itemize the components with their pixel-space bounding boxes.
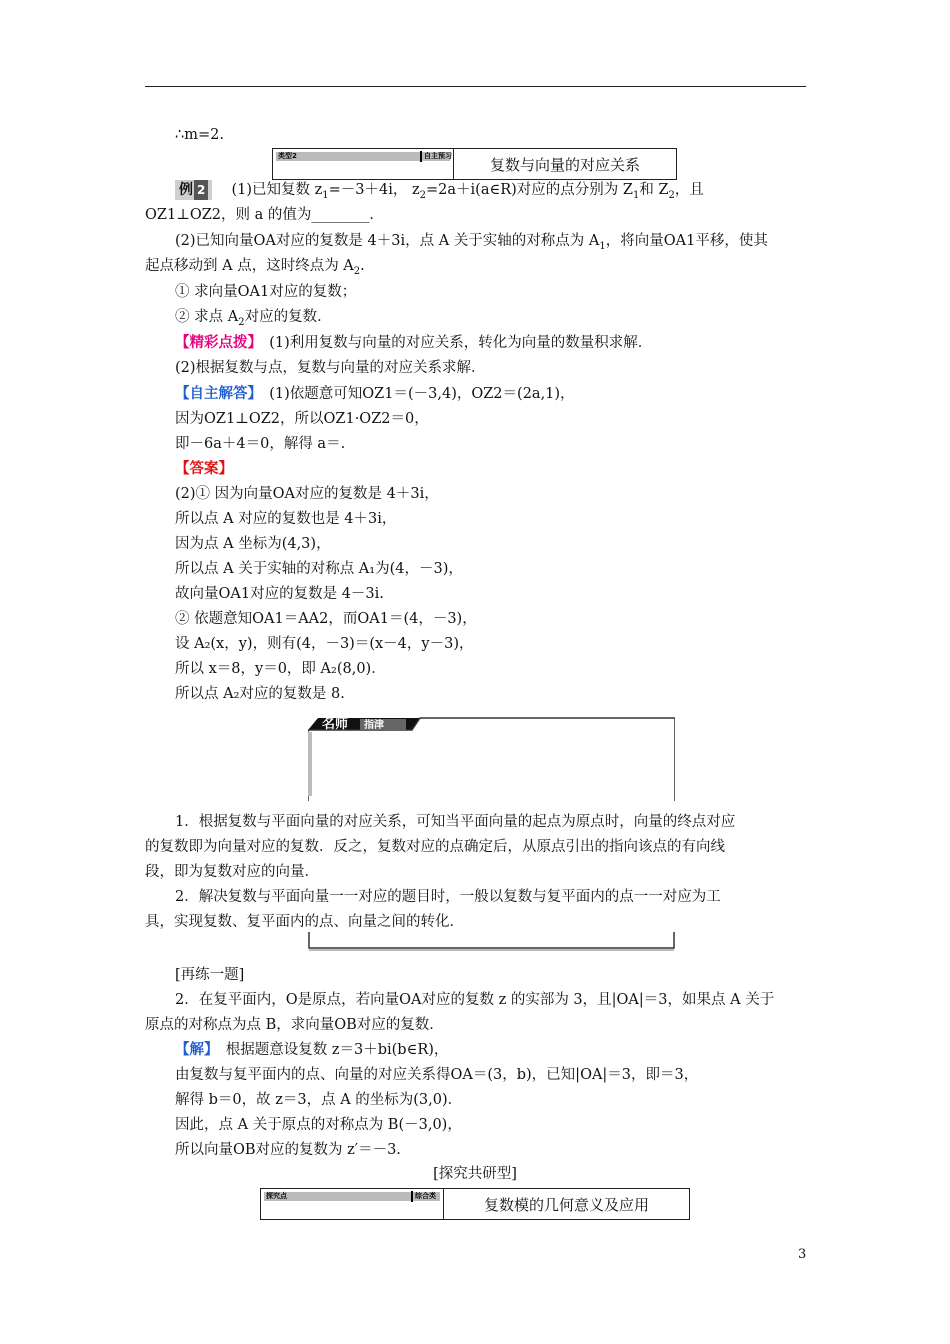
practice-solution-5: 所以向量OB对应的复数为 z′＝－3.	[175, 1142, 401, 1158]
page-number: 3	[798, 1247, 807, 1262]
example-line-2: OZ1⊥OZ2，则 a 的值为________．	[145, 207, 384, 223]
note-line: 1．根据复数与平面向量的对应关系，可知当平面向量的起点为原点时，向量的终点对应	[175, 814, 736, 830]
example-line-4: 起点移动到 A 点，这时终点为 $A_2$.	[145, 258, 365, 277]
example-line-1: 例 2 (1)已知复数 $z_1=-3+4i$， $z_2=2a+i(a\in R)$对应的点分别为 $Z_1$和 $Z_2$，且	[175, 180, 704, 206]
sol2-line: 故向量OA1对应的复数是 4－3i.	[175, 586, 384, 602]
tag-divider	[411, 1191, 413, 1202]
sol2-line: 所以点 A 关于实轴的对称点 A₁为(4，－3)，	[175, 561, 463, 577]
question-2: ② 求点 $A_2$对应的复数．	[175, 309, 332, 328]
solve-line-1: 【自主解答】 (1)依题意可知OZ1＝(－3,4)，OZ2＝(2a,1)，	[175, 385, 575, 402]
header-rule	[145, 86, 806, 87]
tag-bar	[264, 1192, 440, 1201]
practice-solution-3: 解得 b＝0，故 z＝3，点 A 的坐标为(3,0)．	[175, 1092, 463, 1108]
solve-line-3: 即－6a＋4＝0，解得 a＝.	[175, 436, 346, 452]
teacher-title: 名师	[322, 717, 349, 732]
practice-question-1: 2．在复平面内，O是原点，若向量OA对应的复数 z 的实部为 3，且|OA|＝3，如果点 A 关于	[175, 992, 775, 1008]
type2-tag-cell	[273, 149, 454, 179]
teacher-tip-bottom	[308, 932, 675, 952]
solve-line-2: 因为OZ1⊥OZ2，所以OZ1·OZ2＝0，	[175, 411, 429, 427]
explore-title-box	[260, 1188, 690, 1220]
explore-tag: 探究点	[266, 1192, 287, 1200]
practice-solution-4: 因此，点 A 关于原点的对称点为 B(－3,0)，	[175, 1117, 462, 1133]
explore-section-title: [探究共研型]	[433, 1166, 517, 1182]
solution-label: 【解】	[175, 1041, 212, 1058]
type2-title-box	[272, 148, 677, 180]
sol2-line: 因为点 A 坐标为(4,3)，	[175, 536, 331, 552]
note-line: 具，实现复数、复平面内的点、向量之间的转化．	[145, 914, 464, 930]
explore-caption: 综合类	[415, 1192, 436, 1200]
practice-question-2: 原点的对称点为点 B，求向量OB对应的复数．	[145, 1017, 444, 1033]
sol2-line: ② 依题意知OA1＝AA2，而OA1＝(4，－3)，	[175, 611, 477, 627]
note-line: 2．解决复数与平面向量一一对应的题目时，一般以复数与复平面内的点一一对应为工	[175, 889, 721, 905]
type2-caption: 自主预习	[424, 152, 452, 160]
solve-label: 【自主解答】	[175, 385, 255, 402]
question-1: ① 求向量OA1对应的复数；	[175, 284, 357, 300]
example-badge: 例 2	[175, 180, 212, 200]
practice-solution-2: 由复数与复平面内的点、向量的对应关系得OA＝(3，b)，已知|OA|＝3，即＝3，	[175, 1067, 699, 1083]
sol2-line: 所以点 A 对应的复数也是 4＋3i，	[175, 511, 397, 527]
hint-label: 【精彩点拨】	[175, 334, 255, 351]
teacher-subtitle: 指津	[364, 720, 384, 731]
example-line-3: (2)已知向量OA对应的复数是 4＋3i，点 A 关于实轴的对称点为 $A_1$，将向量OA1平移，使其	[175, 233, 768, 252]
tag-divider	[420, 151, 422, 162]
conclusion-line: ∴m=2.	[175, 127, 224, 143]
hint-line-1: 【精彩点拨】 (1)利用复数与向量的对应关系，转化为向量的数量积求解．	[175, 334, 653, 351]
answer-label: 【答案】	[175, 460, 233, 477]
practice-title: [再练一题]	[175, 967, 245, 983]
sol2-line: 设 A₂(x，y)，则有(4，－3)＝(x－4，y－3)，	[175, 636, 474, 652]
sol2-line: 所以 x＝8，y＝0，即 A₂(8,0)．	[175, 661, 386, 677]
note-line: 的复数即为向量对应的复数．反之，复数对应的点确定后，从原点引出的指向该点的有向线	[145, 839, 725, 855]
type2-title: 复数与向量的对应关系	[489, 155, 640, 174]
explore-tag-cell	[261, 1189, 444, 1219]
explore-title: 复数模的几何意义及应用	[483, 1195, 649, 1214]
type2-tag: 类型2	[278, 152, 297, 160]
practice-solution-1: 【解】 根据题意设复数 z＝3＋bi(b∈R)，	[175, 1041, 449, 1058]
hint-line-2: (2)根据复数与点，复数与向量的对应关系求解．	[175, 360, 486, 376]
teacher-tip-box	[308, 716, 675, 801]
sol2-line: 所以点 A₂对应的复数是 8.	[175, 686, 345, 702]
sol2-line: (2)① 因为向量OA对应的复数是 4＋3i，	[175, 486, 439, 502]
note-line: 段，即为复数对应的向量．	[145, 864, 319, 880]
